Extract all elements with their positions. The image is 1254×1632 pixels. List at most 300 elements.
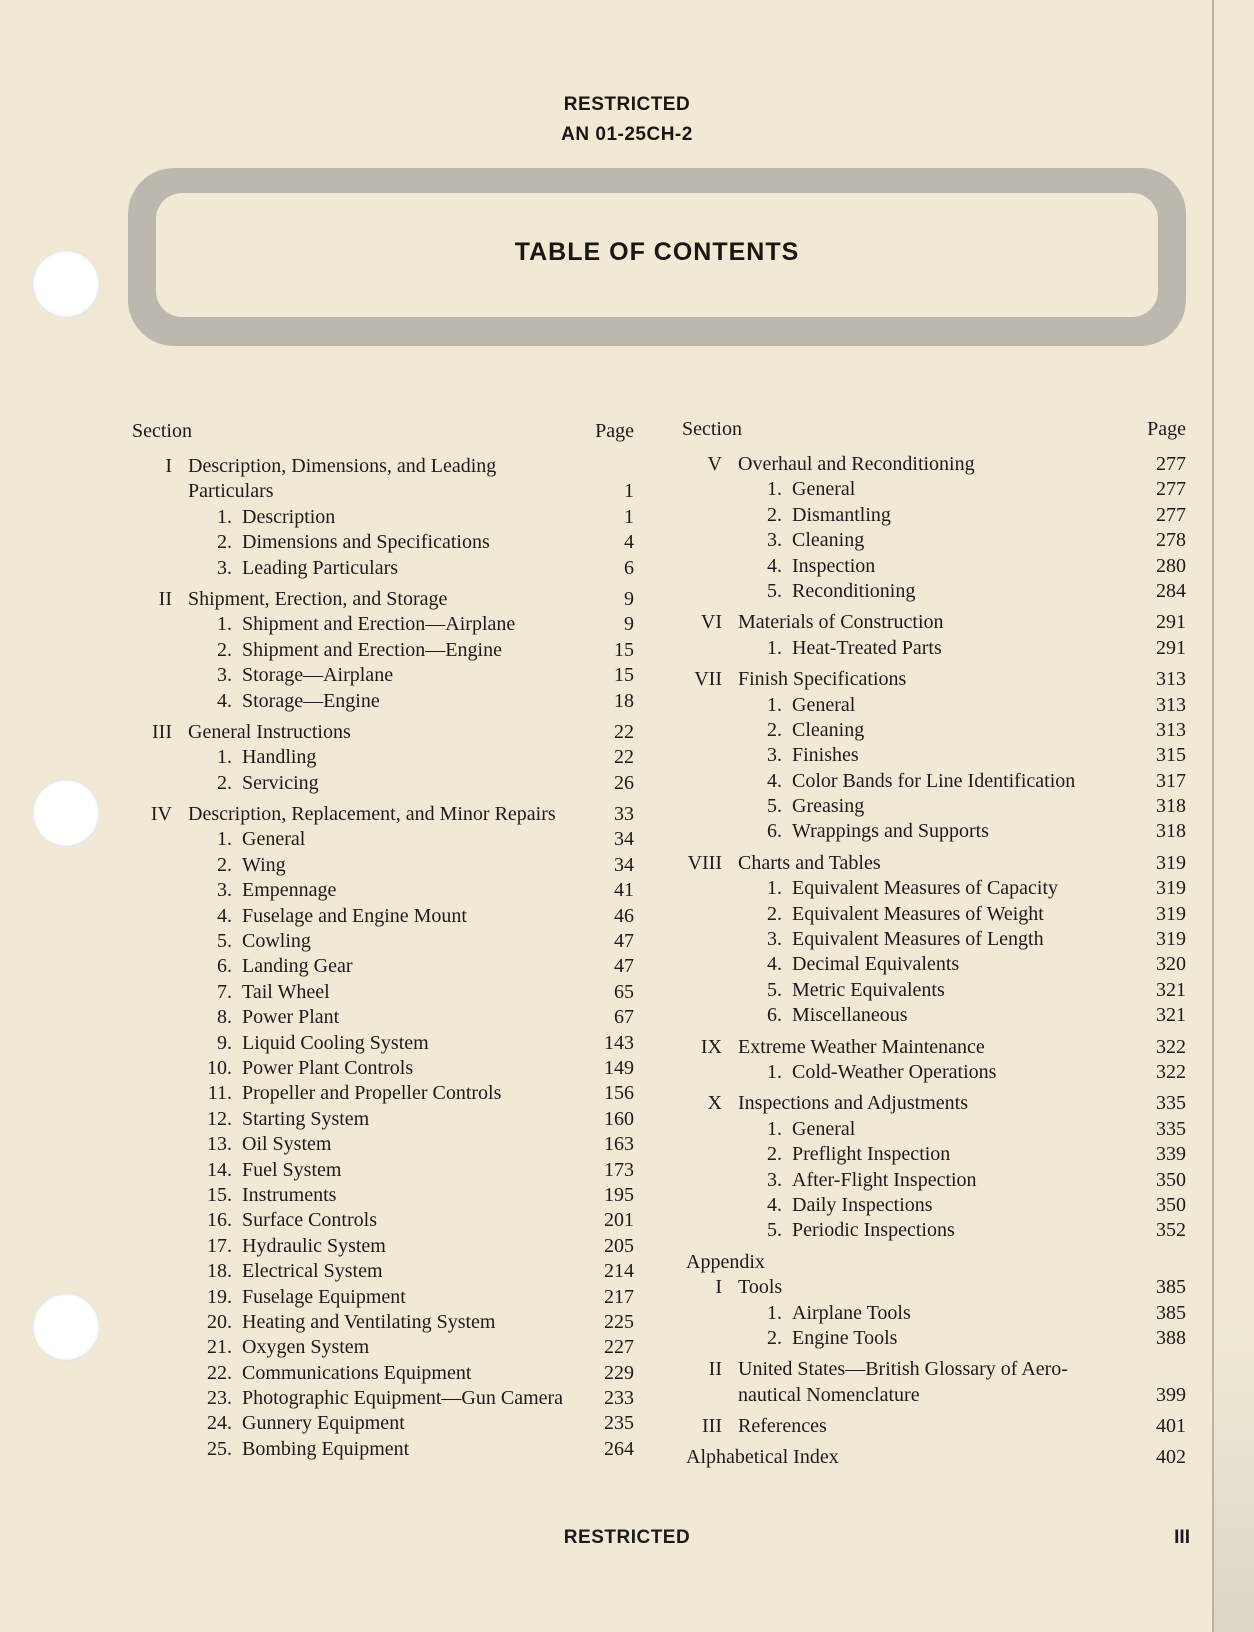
toc-entry-title: Tools xyxy=(738,1276,783,1299)
toc-entry-title: Bombing Equipment xyxy=(242,1437,410,1460)
toc-entry-title: Equivalent Measures of Length xyxy=(792,928,1044,951)
toc-entry xyxy=(132,1081,634,1106)
toc-entry-page: 195 xyxy=(604,1183,634,1206)
toc-entry-page: 385 xyxy=(1156,1301,1186,1324)
toc-entry-title: Engine Tools xyxy=(792,1326,898,1349)
toc-entry-page: 9 xyxy=(624,613,634,636)
toc-right-header xyxy=(682,418,1186,444)
toc-entry-title: Preflight Inspection xyxy=(792,1143,951,1166)
footer-page-number: III xyxy=(1174,1527,1190,1548)
toc-entry xyxy=(682,794,1186,819)
footer-classification: RESTRICTED xyxy=(563,1527,691,1548)
toc-entry-number: X xyxy=(707,1092,722,1115)
toc-entry xyxy=(682,503,1186,528)
toc-entry xyxy=(682,952,1186,977)
toc-entry-title: Oil System xyxy=(242,1133,332,1156)
toc-entry-number: 25. xyxy=(207,1437,232,1460)
toc-entry xyxy=(132,530,634,555)
toc-entry-title: Propeller and Propeller Controls xyxy=(242,1082,502,1105)
toc-entry xyxy=(682,1060,1186,1085)
toc-entry-number: 2. xyxy=(217,771,232,794)
toc-entry-number: 1. xyxy=(767,636,782,659)
toc-entry-number: 20. xyxy=(207,1310,232,1333)
toc-entry-title: Heating and Ventilating System xyxy=(242,1310,496,1333)
toc-entry xyxy=(682,1035,1186,1060)
toc-entry-page: 26 xyxy=(614,771,634,794)
toc-left-entries xyxy=(132,454,634,1462)
toc-entry xyxy=(682,876,1186,901)
toc-entry-title: General xyxy=(792,478,856,501)
toc-entry-title: Fuselage Equipment xyxy=(242,1285,406,1308)
toc-entry xyxy=(132,454,634,479)
toc-entry-page: 291 xyxy=(1156,611,1186,634)
toc-entry-page: 350 xyxy=(1156,1193,1186,1216)
toc-entry-number: 2. xyxy=(767,902,782,925)
toc-entry xyxy=(132,802,634,827)
toc-entry xyxy=(682,477,1186,502)
toc-entry-title: Alphabetical Index xyxy=(686,1446,839,1469)
toc-entry-title: Particulars xyxy=(188,480,274,503)
toc-entry xyxy=(682,636,1186,661)
toc-entry-title: Color Bands for Line Identification xyxy=(792,769,1076,792)
toc-entry-number: 19. xyxy=(207,1285,232,1308)
toc-entry-number: VI xyxy=(700,611,722,634)
toc-entry-title: General Instructions xyxy=(188,720,351,743)
toc-entry xyxy=(132,1335,634,1360)
toc-entry-number: 2. xyxy=(217,531,232,554)
toc-entry-title: Liquid Cooling System xyxy=(242,1031,429,1054)
toc-entry-title: Gunnery Equipment xyxy=(242,1412,405,1435)
toc-entry xyxy=(132,663,634,688)
toc-entry-page: 173 xyxy=(604,1158,634,1181)
toc-entry xyxy=(682,528,1186,553)
toc-entry xyxy=(682,1003,1186,1028)
toc-entry-title: Shipment, Erection, and Storage xyxy=(188,587,448,610)
toc-entry xyxy=(682,610,1186,635)
toc-entry xyxy=(682,1250,1186,1275)
toc-entry xyxy=(132,980,634,1005)
toc-entry-number: 9. xyxy=(217,1031,232,1054)
header-classification: RESTRICTED xyxy=(563,94,691,115)
toc-entry-title: Extreme Weather Maintenance xyxy=(738,1035,985,1058)
toc-entry-title: Charts and Tables xyxy=(738,851,881,874)
toc-entry-number: 4. xyxy=(217,689,232,712)
toc-entry-page: 163 xyxy=(604,1133,634,1156)
toc-entry-page: 160 xyxy=(604,1107,634,1130)
toc-entry-title: Fuel System xyxy=(242,1158,342,1181)
toc-entry-page: 4 xyxy=(624,531,634,554)
toc-entry xyxy=(132,689,634,714)
toc-entry xyxy=(682,1218,1186,1243)
toc-entry-page: 214 xyxy=(604,1260,634,1283)
toc-entry-number: III xyxy=(702,1415,722,1438)
toc-entry-title: Heat-Treated Parts xyxy=(792,636,942,659)
toc-entry xyxy=(682,978,1186,1003)
toc-entry-title: Finish Specifications xyxy=(738,668,907,691)
toc-entry-page: 321 xyxy=(1156,978,1186,1001)
toc-entry xyxy=(132,1361,634,1386)
toc-entry-number: 3. xyxy=(767,928,782,951)
toc-entry xyxy=(682,769,1186,794)
toc-entry-page: 322 xyxy=(1156,1060,1186,1083)
toc-entry-page: 402 xyxy=(1156,1446,1186,1469)
toc-entry-number: 10. xyxy=(207,1056,232,1079)
toc-entry-title: Reconditioning xyxy=(792,579,916,602)
toc-entry-page: 319 xyxy=(1156,851,1186,874)
toc-entry xyxy=(682,1326,1186,1351)
toc-entry xyxy=(132,929,634,954)
toc-entry-page: 201 xyxy=(604,1209,634,1232)
toc-entry xyxy=(682,1275,1186,1300)
toc-entry-number: 5. xyxy=(767,795,782,818)
toc-entry xyxy=(682,1117,1186,1142)
toc-entry-number: 1. xyxy=(767,1117,782,1140)
toc-entry xyxy=(132,479,634,504)
toc-entry xyxy=(682,1414,1186,1439)
toc-entry xyxy=(682,452,1186,477)
toc-entry-number: 11. xyxy=(207,1082,232,1105)
toc-entry-title: Empennage xyxy=(242,879,337,902)
toc-entry-page: 277 xyxy=(1156,453,1186,475)
toc-entry xyxy=(132,720,634,745)
toc-entry-page: 34 xyxy=(614,853,634,876)
toc-entry-title: References xyxy=(738,1415,827,1438)
toc-entry-title: Decimal Equivalents xyxy=(792,953,960,976)
toc-entry-title: Inspection xyxy=(792,554,876,577)
toc-entry xyxy=(132,1411,634,1436)
toc-entry-page: 319 xyxy=(1156,902,1186,925)
toc-entry-page: 313 xyxy=(1156,718,1186,741)
toc-entry-title: General xyxy=(792,1117,856,1140)
toc-entry-number: V xyxy=(707,453,722,475)
toc-entry-title: Miscellaneous xyxy=(792,1004,908,1027)
toc-entry xyxy=(132,1285,634,1310)
toc-entry-page: 41 xyxy=(614,879,634,902)
toc-entry-page: 315 xyxy=(1156,744,1186,767)
toc-entry-number: VII xyxy=(694,668,722,691)
toc-entry-number: 3. xyxy=(767,1168,782,1191)
toc-entry xyxy=(682,667,1186,692)
toc-entry-title: Power Plant xyxy=(242,1006,340,1029)
toc-entry-title: Wrappings and Supports xyxy=(792,820,989,843)
toc-entry-number: 5. xyxy=(217,930,232,953)
toc-entry-number: 5. xyxy=(767,1219,782,1242)
toc-entry-number: VIII xyxy=(687,851,722,874)
toc-entry-page: 46 xyxy=(614,904,634,927)
toc-entry xyxy=(132,638,634,663)
toc-entry-title: Landing Gear xyxy=(242,955,353,978)
toc-entry-title: Description, Replacement, and Minor Repairs xyxy=(188,803,556,826)
toc-entry-title: After-Flight Inspection xyxy=(792,1168,977,1191)
toc-entry-page: 1 xyxy=(624,480,634,503)
toc-entry-title: Cowling xyxy=(242,930,311,953)
toc-entry-page: 22 xyxy=(614,720,634,743)
toc-entry xyxy=(682,1383,1186,1408)
toc-entry-number: 3. xyxy=(767,744,782,767)
toc-entry xyxy=(132,1132,634,1157)
toc-entry xyxy=(682,1168,1186,1193)
toc-entry xyxy=(132,745,634,770)
toc-entry-title: Daily Inspections xyxy=(792,1193,933,1216)
toc-entry-title: Photographic Equipment—Gun Camera xyxy=(242,1387,564,1410)
toc-entry-number: 6. xyxy=(217,955,232,978)
toc-entry-number: 4. xyxy=(767,769,782,792)
toc-entry-page: 313 xyxy=(1156,693,1186,716)
toc-entry-page: 65 xyxy=(614,980,634,1003)
toc-entry-page: 313 xyxy=(1156,668,1186,691)
toc-entry xyxy=(682,1091,1186,1116)
toc-entry-page: 318 xyxy=(1156,820,1186,843)
toc-entry xyxy=(132,1056,634,1081)
toc-entry-page: 227 xyxy=(604,1336,634,1359)
toc-entry-title: Instruments xyxy=(242,1183,337,1206)
toc-entry-page: 9 xyxy=(624,587,634,610)
toc-entry-number: 1. xyxy=(767,478,782,501)
toc-entry-page: 233 xyxy=(604,1387,634,1410)
toc-entry-page: 6 xyxy=(624,556,634,579)
toc-entry xyxy=(682,1193,1186,1218)
toc-entry xyxy=(682,1445,1186,1470)
toc-entry xyxy=(682,927,1186,952)
toc-entry-number: 21. xyxy=(207,1336,232,1359)
toc-entry xyxy=(682,851,1186,876)
toc-entry xyxy=(132,1005,634,1030)
toc-entry-number: 1. xyxy=(217,505,232,528)
toc-entry-number: III xyxy=(152,720,172,743)
toc-entry-page: 22 xyxy=(614,746,634,769)
toc-entry-title: Dismantling xyxy=(792,503,891,526)
toc-entry-title: Cleaning xyxy=(792,529,865,552)
toc-entry-number: 1. xyxy=(767,1060,782,1083)
toc-entry-number: 2. xyxy=(767,503,782,526)
toc-entry-number: 2. xyxy=(767,1143,782,1166)
toc-entry-page: 15 xyxy=(614,664,634,687)
toc-entry-title: Materials of Construction xyxy=(738,611,944,634)
toc-entry-title: Power Plant Controls xyxy=(242,1056,414,1079)
toc-entry-number: II xyxy=(708,1358,722,1381)
toc-entry-number: 1. xyxy=(217,613,232,636)
toc-entry-number: 1. xyxy=(217,746,232,769)
toc-entry-page: 277 xyxy=(1156,503,1186,526)
toc-entry-page: 335 xyxy=(1156,1117,1186,1140)
toc-entry-number: I xyxy=(715,1276,722,1299)
page-column-header: Page xyxy=(595,420,634,442)
toc-entry-number: 1. xyxy=(767,693,782,716)
toc-entry-page: 1 xyxy=(624,505,634,528)
toc-entry-title: Handling xyxy=(242,746,317,769)
toc-entry-number: 15. xyxy=(207,1183,232,1206)
section-column-header: Section xyxy=(132,420,192,442)
toc-entry-title: Metric Equivalents xyxy=(792,978,945,1001)
toc-entry-number: 24. xyxy=(207,1412,232,1435)
binder-hole-top xyxy=(32,250,100,318)
toc-entry-title: Surface Controls xyxy=(242,1209,377,1232)
toc-entry xyxy=(682,743,1186,768)
toc-entry-number: 2. xyxy=(217,853,232,876)
toc-entry xyxy=(132,1234,634,1259)
toc-entry xyxy=(132,612,634,637)
toc-entry-title: Storage—Engine xyxy=(242,689,380,712)
toc-entry-number: 4. xyxy=(767,1193,782,1216)
toc-entry-page: 319 xyxy=(1156,928,1186,951)
toc-entry-page: 401 xyxy=(1156,1415,1186,1438)
toc-entry-number: 17. xyxy=(207,1234,232,1257)
toc-entry xyxy=(132,853,634,878)
toc-entry-title: Airplane Tools xyxy=(792,1301,911,1324)
toc-entry-page: 229 xyxy=(604,1361,634,1384)
page-title: TABLE OF CONTENTS xyxy=(514,238,800,266)
toc-entry-title: Cold-Weather Operations xyxy=(792,1060,997,1083)
toc-entry-page: 156 xyxy=(604,1082,634,1105)
toc-entry xyxy=(682,902,1186,927)
toc-entry-number: 14. xyxy=(207,1158,232,1181)
toc-entry-number: 3. xyxy=(767,529,782,552)
toc-entry-page: 15 xyxy=(614,638,634,661)
toc-entry-page: 335 xyxy=(1156,1092,1186,1115)
toc-left-header xyxy=(132,420,634,446)
toc-entry-page: 18 xyxy=(614,689,634,712)
toc-entry-page: 385 xyxy=(1156,1276,1186,1299)
toc-entry-number: II xyxy=(158,587,172,610)
toc-entry-page: 291 xyxy=(1156,636,1186,659)
toc-entry xyxy=(682,1357,1186,1382)
toc-entry-number: 16. xyxy=(207,1209,232,1232)
toc-entry-title: Overhaul and Reconditioning xyxy=(738,453,975,475)
toc-entry-title: Greasing xyxy=(792,795,865,818)
toc-entry-page: 149 xyxy=(604,1056,634,1079)
toc-entry-page: 322 xyxy=(1156,1035,1186,1058)
toc-entry-number: 2. xyxy=(767,1326,782,1349)
toc-entry-number: 2. xyxy=(217,638,232,661)
toc-entry xyxy=(682,819,1186,844)
toc-entry xyxy=(132,878,634,903)
toc-entry-number: 6. xyxy=(767,820,782,843)
toc-entry xyxy=(132,771,634,796)
toc-entry-number: IX xyxy=(700,1035,722,1058)
toc-entry-title: Periodic Inspections xyxy=(792,1219,955,1242)
toc-entry-title: Leading Particulars xyxy=(242,556,399,579)
toc-entry-page: 47 xyxy=(614,955,634,978)
toc-entry-number: 2. xyxy=(767,718,782,741)
toc-entry-page: 321 xyxy=(1156,1004,1186,1027)
page-edge-shadow xyxy=(1214,1332,1254,1632)
toc-entry-number: 22. xyxy=(207,1361,232,1384)
toc-entry xyxy=(682,718,1186,743)
toc-entry xyxy=(132,505,634,530)
toc-entry-page: 317 xyxy=(1156,769,1186,792)
toc-entry-title: Equivalent Measures of Weight xyxy=(792,902,1044,925)
toc-entry-page: 205 xyxy=(604,1234,634,1257)
toc-entry-number: 4. xyxy=(217,904,232,927)
toc-entry-page: 217 xyxy=(604,1285,634,1308)
toc-left-column xyxy=(132,420,634,1462)
toc-entry-title: Appendix xyxy=(686,1250,765,1273)
toc-entry-title: General xyxy=(792,693,856,716)
toc-entry-number: 18. xyxy=(207,1260,232,1283)
toc-entry-number: 3. xyxy=(217,556,232,579)
toc-entry-title: General xyxy=(242,828,306,851)
toc-entry-title: Dimensions and Specifications xyxy=(242,531,490,554)
toc-entry-number: I xyxy=(165,455,172,477)
toc-entry xyxy=(132,1437,634,1462)
toc-entry-page: 352 xyxy=(1156,1219,1186,1242)
toc-entry-title: Finishes xyxy=(792,744,859,767)
toc-entry xyxy=(132,1310,634,1335)
toc-entry-number: 12. xyxy=(207,1107,232,1130)
toc-entry-page: 319 xyxy=(1156,877,1186,900)
toc-entry xyxy=(132,556,634,581)
toc-entry-page: 264 xyxy=(604,1437,634,1460)
toc-entry-page: 33 xyxy=(614,803,634,826)
toc-entry-number: 13. xyxy=(207,1133,232,1156)
toc-entry-title: Description, Dimensions, and Leading xyxy=(188,455,497,477)
toc-entry-page: 34 xyxy=(614,828,634,851)
toc-entry-page: 278 xyxy=(1156,529,1186,552)
toc-entry xyxy=(132,1259,634,1284)
toc-entry-page: 47 xyxy=(614,930,634,953)
toc-entry xyxy=(132,587,634,612)
toc-entry-title: Starting System xyxy=(242,1107,370,1130)
toc-entry-title: Cleaning xyxy=(792,718,865,741)
toc-entry-page: 225 xyxy=(604,1310,634,1333)
toc-entry-number: 1. xyxy=(217,828,232,851)
toc-entry-title: Fuselage and Engine Mount xyxy=(242,904,467,927)
toc-entry xyxy=(132,1208,634,1233)
toc-entry-title: Equivalent Measures of Capacity xyxy=(792,877,1059,900)
toc-entry-number: IV xyxy=(150,803,172,826)
toc-entry-page: 143 xyxy=(604,1031,634,1054)
header-document-number: AN 01-25CH-2 xyxy=(561,124,693,145)
toc-entry xyxy=(132,827,634,852)
toc-entry-title: Communications Equipment xyxy=(242,1361,472,1384)
toc-entry-title: Oxygen System xyxy=(242,1336,370,1359)
toc-entry-number: 3. xyxy=(217,879,232,902)
toc-entry xyxy=(682,1142,1186,1167)
toc-entry-page: 318 xyxy=(1156,795,1186,818)
toc-entry xyxy=(132,954,634,979)
toc-entry-page: 399 xyxy=(1156,1383,1186,1406)
toc-entry-title: Inspections and Adjustments xyxy=(738,1092,968,1115)
toc-entry xyxy=(132,904,634,929)
toc-entry-number: 4. xyxy=(767,554,782,577)
toc-entry-title: Wing xyxy=(242,853,286,876)
toc-entry-page: 67 xyxy=(614,1006,634,1029)
section-column-header: Section xyxy=(682,418,742,440)
toc-entry xyxy=(132,1158,634,1183)
toc-entry-page: 350 xyxy=(1156,1168,1186,1191)
toc-entry-number: 5. xyxy=(767,579,782,602)
toc-entry-page: 284 xyxy=(1156,579,1186,602)
page-column-header: Page xyxy=(1147,418,1186,440)
toc-entry-title: Hydraulic System xyxy=(242,1234,386,1257)
toc-entry-title: Shipment and Erection—Airplane xyxy=(242,613,516,636)
toc-entry-number: 23. xyxy=(207,1387,232,1410)
toc-entry xyxy=(682,1301,1186,1326)
toc-entry-number: 4. xyxy=(767,953,782,976)
toc-entry-number: 7. xyxy=(217,980,232,1003)
toc-entry xyxy=(132,1031,634,1056)
toc-entry-page: 388 xyxy=(1156,1326,1186,1349)
toc-entry-title: Servicing xyxy=(242,771,319,794)
toc-entry-number: 3. xyxy=(217,664,232,687)
toc-entry-page: 277 xyxy=(1156,478,1186,501)
toc-entry-title: nautical Nomenclature xyxy=(738,1383,920,1406)
toc-entry-number: 6. xyxy=(767,1004,782,1027)
toc-entry-page: 339 xyxy=(1156,1143,1186,1166)
toc-entry xyxy=(132,1107,634,1132)
toc-right-column xyxy=(682,418,1186,1471)
toc-right-entries xyxy=(682,452,1186,1471)
